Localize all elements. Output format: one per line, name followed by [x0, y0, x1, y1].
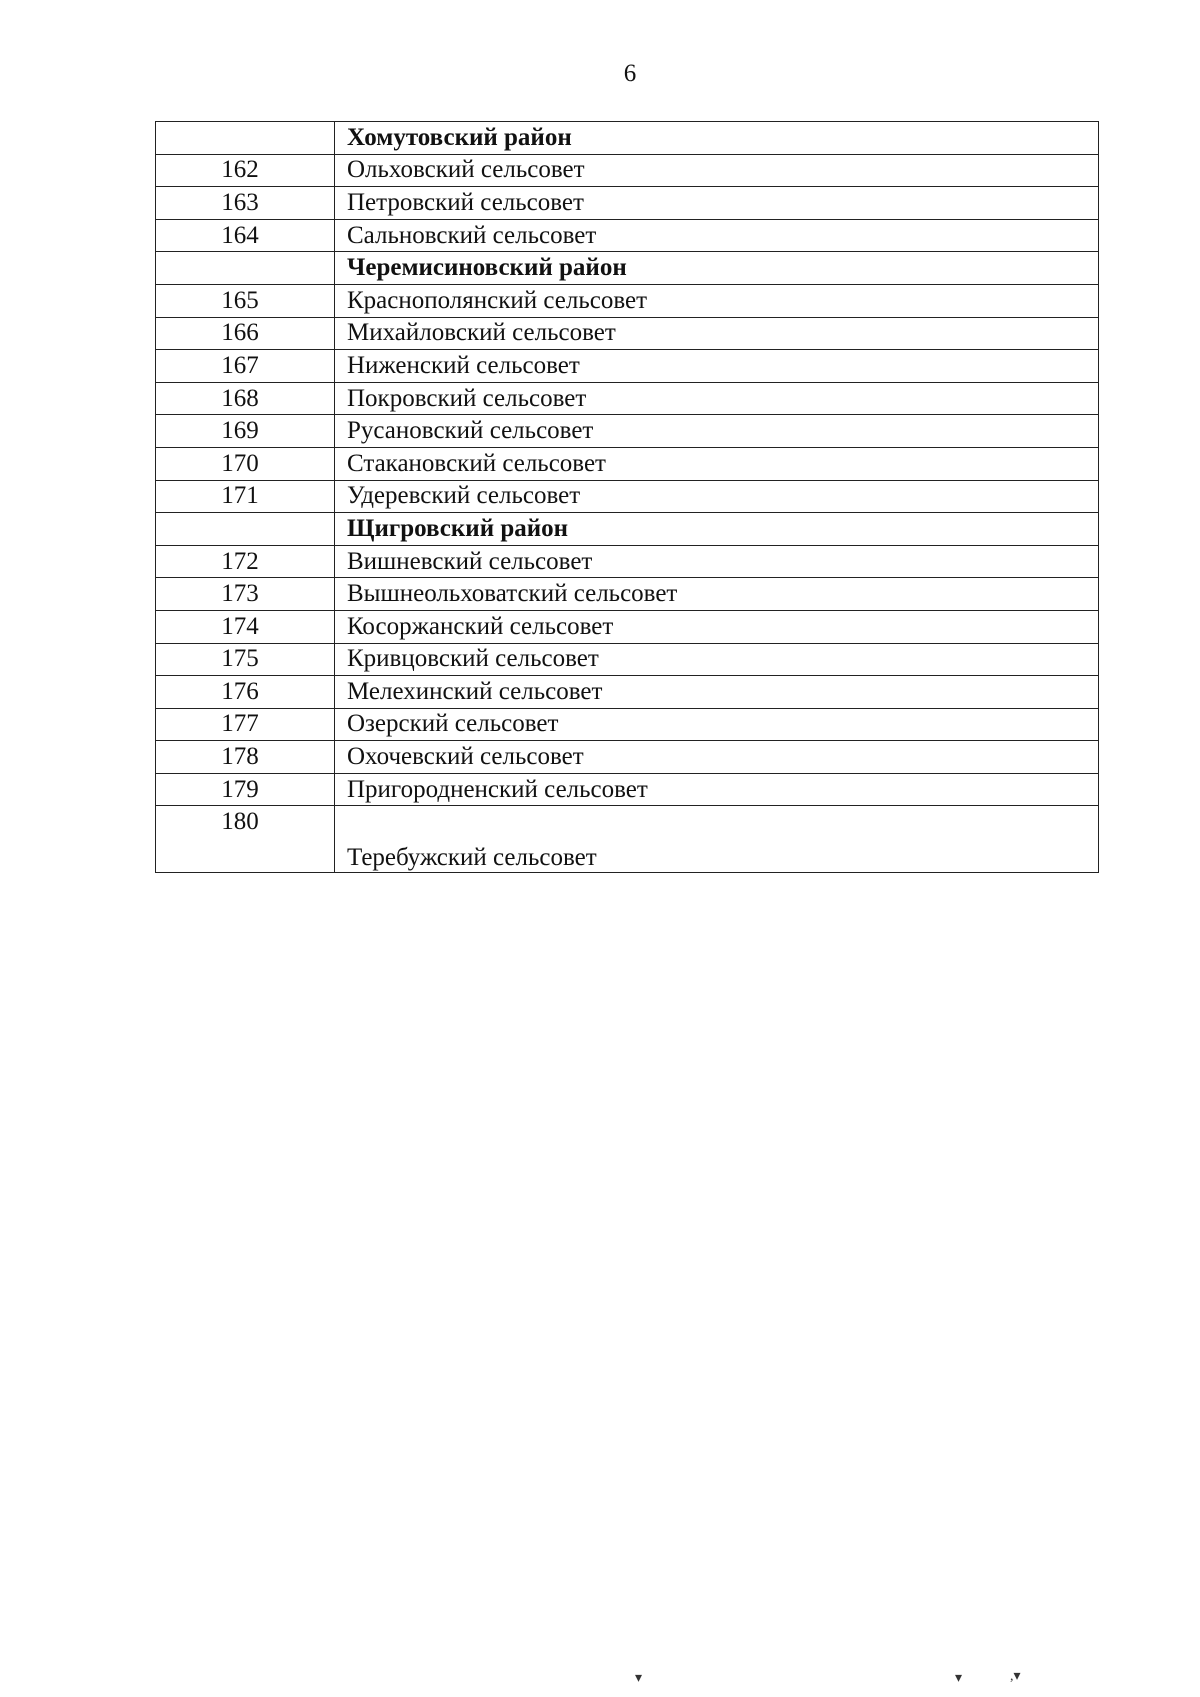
scan-speck: ▾ — [955, 1671, 963, 1686]
table-row — [156, 643, 1099, 676]
district-name-cell: Щигровский район — [335, 513, 1099, 546]
settlement-name-cell: Пригородненский сельсовет — [335, 773, 1099, 806]
settlements-table-body — [156, 122, 1099, 873]
row-number-cell: 174 — [156, 610, 335, 643]
district-name-cell: Хомутовский район — [335, 122, 1099, 155]
table-row — [156, 610, 1099, 643]
table-row — [156, 578, 1099, 611]
row-number-cell: 176 — [156, 676, 335, 709]
settlement-name-cell: Покровский сельсовет — [335, 382, 1099, 415]
row-number-cell: 167 — [156, 350, 335, 383]
table-row — [156, 806, 1099, 873]
settlement-name-cell: Сальновский сельсовет — [335, 219, 1099, 252]
settlement-name-cell: Михайловский сельсовет — [335, 317, 1099, 350]
row-number-cell: 179 — [156, 773, 335, 806]
row-number-cell: 180 — [156, 806, 335, 873]
row-number-cell: 162 — [156, 154, 335, 187]
row-number-cell: 171 — [156, 480, 335, 513]
settlement-name-cell: Вышнеольховатский сельсовет — [335, 578, 1099, 611]
scan-speck: ▾ — [635, 1671, 643, 1686]
table-row — [156, 415, 1099, 448]
table-row — [156, 545, 1099, 578]
district-name-cell: Черемисиновский район — [335, 252, 1099, 285]
settlement-name-cell: Вишневский сельсовет — [335, 545, 1099, 578]
row-number-cell: 177 — [156, 708, 335, 741]
row-number-cell: 170 — [156, 447, 335, 480]
table-row — [156, 154, 1099, 187]
row-number-cell: 163 — [156, 187, 335, 220]
settlement-name-cell: Удеревский сельсовет — [335, 480, 1099, 513]
settlement-name-cell: Косоржанский сельсовет — [335, 610, 1099, 643]
row-number-cell — [156, 122, 335, 155]
table-row — [156, 708, 1099, 741]
row-number-cell: 173 — [156, 578, 335, 611]
row-number-cell: 165 — [156, 284, 335, 317]
table-row — [156, 773, 1099, 806]
settlement-name-cell: Ольховский сельсовет — [335, 154, 1099, 187]
table-row — [156, 350, 1099, 383]
table-row — [156, 480, 1099, 513]
settlement-name-cell: Кривцовский сельсовет — [335, 643, 1099, 676]
settlement-name-cell: Краснополянский сельсовет — [335, 284, 1099, 317]
table-row — [156, 447, 1099, 480]
district-header-row — [156, 122, 1099, 155]
settlement-name-cell: Озерский сельсовет — [335, 708, 1099, 741]
district-header-row — [156, 513, 1099, 546]
row-number-cell: 166 — [156, 317, 335, 350]
settlements-table — [155, 121, 1099, 873]
table-row — [156, 741, 1099, 774]
row-number-cell — [156, 252, 335, 285]
settlement-name-cell: Стакановский сельсовет — [335, 447, 1099, 480]
settlement-name-cell: Охочевский сельсовет — [335, 741, 1099, 774]
scan-speck: ,▾ — [1010, 1669, 1021, 1684]
settlement-name-cell: Русановский сельсовет — [335, 415, 1099, 448]
table-row — [156, 219, 1099, 252]
row-number-cell: 169 — [156, 415, 335, 448]
table-row — [156, 187, 1099, 220]
row-number-cell: 168 — [156, 382, 335, 415]
table-row — [156, 317, 1099, 350]
page-number: 6 — [623, 60, 637, 87]
row-number-cell: 164 — [156, 219, 335, 252]
row-number-cell: 172 — [156, 545, 335, 578]
row-number-cell — [156, 513, 335, 546]
table-row — [156, 284, 1099, 317]
table-row — [156, 676, 1099, 709]
table-row — [156, 382, 1099, 415]
district-header-row — [156, 252, 1099, 285]
settlement-name-cell: Теребужский сельсовет — [335, 806, 1099, 873]
settlement-name-cell: Мелехинский сельсовет — [335, 676, 1099, 709]
row-number-cell: 178 — [156, 741, 335, 774]
settlement-name-cell: Ниженский сельсовет — [335, 350, 1099, 383]
row-number-cell: 175 — [156, 643, 335, 676]
settlement-name-cell: Петровский сельсовет — [335, 187, 1099, 220]
